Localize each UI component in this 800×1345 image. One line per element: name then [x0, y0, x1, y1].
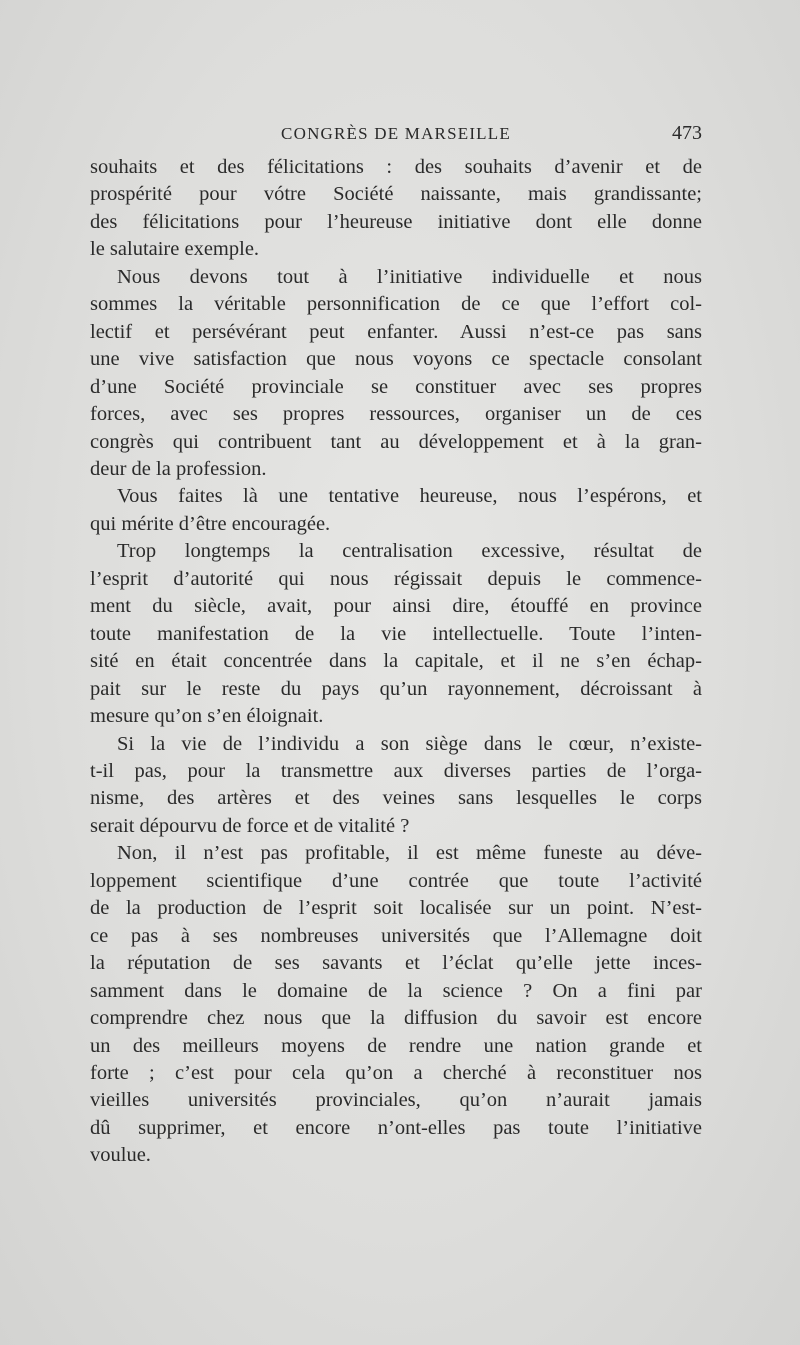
- text-line: pait sur le reste du pays qu’un rayonnement, décroissant à: [90, 677, 702, 700]
- text-line: souhaits et des félicitations : des souhaits d’avenir et de: [90, 156, 702, 178]
- text-line: sité en était concentrée dans la capitale, et il ne s’en échap-: [90, 650, 702, 673]
- text-line: toute manifestation de la vie intellectuelle. Toute l’inten-: [90, 622, 702, 645]
- text-line: serait dépourvu de force et de vitalité ?: [90, 814, 410, 837]
- page-number: 473: [672, 122, 702, 144]
- text-line: mesure qu’on s’en éloignait.: [90, 705, 324, 728]
- text-line: deur de la profession.: [90, 457, 267, 480]
- text-line: vieilles universités provinciales, qu’on n’aurait jamais: [90, 1089, 702, 1112]
- text-line: dû supprimer, et encore n’ont-elles pas toute l’initiative: [90, 1116, 702, 1139]
- text-line: Trop longtemps la centralisation excessive, résultat de: [117, 540, 702, 563]
- text-line: Vous faites là une tentative heureuse, nous l’espérons, et: [117, 485, 702, 508]
- text-line: Si la vie de l’individu a son siège dans le cœur, n’existe-: [117, 732, 702, 755]
- page-header: [90, 120, 702, 150]
- text-line: une vive satisfaction que nous voyons ce spectacle consolant: [90, 348, 702, 371]
- text-line: Nous devons tout à l’initiative individuelle et nous: [117, 265, 702, 288]
- text-line: samment dans le domaine de la science ? On a fini par: [90, 979, 702, 1002]
- text-line: d’une Société provinciale se constituer avec ses propres: [90, 375, 702, 398]
- text-line: comprendre chez nous que la diffusion du savoir est encore: [90, 1007, 702, 1030]
- text-line: forces, avec ses propres ressources, organiser un de ces: [90, 403, 702, 426]
- text-line: forte ; c’est pour cela qu’on a cherché à reconstituer nos: [90, 1061, 702, 1084]
- text-line: la réputation de ses savants et l’éclat qu’elle jette inces-: [90, 952, 702, 975]
- text-line: Non, il n’est pas profitable, il est même funeste au déve-: [117, 842, 702, 865]
- text-line: t-il pas, pour la transmettre aux diverses parties de l’orga-: [90, 759, 702, 782]
- text-line: des félicitations pour l’heureuse initiative dont elle donne: [90, 210, 702, 233]
- text-line: ce pas à ses nombreuses universités que l’Allemagne doit: [90, 924, 702, 947]
- text-line: qui mérite d’être encouragée.: [90, 512, 331, 535]
- text-line: prospérité pour vótre Société naissante, mais grandissante;: [90, 183, 702, 206]
- text-line: sommes la véritable personnification de ce que l’effort col-: [90, 293, 702, 316]
- text-line: le salutaire exemple.: [90, 238, 260, 261]
- text-line: nisme, des artères et des veines sans lesquelles le corps: [90, 787, 702, 810]
- text-line: loppement scientifique d’une contrée que toute l’activité: [90, 869, 702, 892]
- running-title: CONGRÈS DE MARSEILLE: [281, 124, 511, 143]
- text-line: ment du siècle, avait, pour ainsi dire, étouffé en province: [90, 595, 702, 618]
- text-line: lectif et persévérant peut enfanter. Aussi n’est-ce pas sans: [90, 320, 702, 343]
- text-line: l’esprit d’autorité qui nous régissait depuis le commence-: [90, 567, 702, 590]
- text-line: de la production de l’esprit soit localisée sur un point. N’est-: [90, 897, 702, 920]
- text-line: congrès qui contribuent tant au développement et à la gran-: [90, 430, 702, 453]
- body-text: [90, 154, 702, 1170]
- text-line: voulue.: [90, 1144, 151, 1167]
- text-line: un des meilleurs moyens de rendre une nation grande et: [90, 1034, 702, 1057]
